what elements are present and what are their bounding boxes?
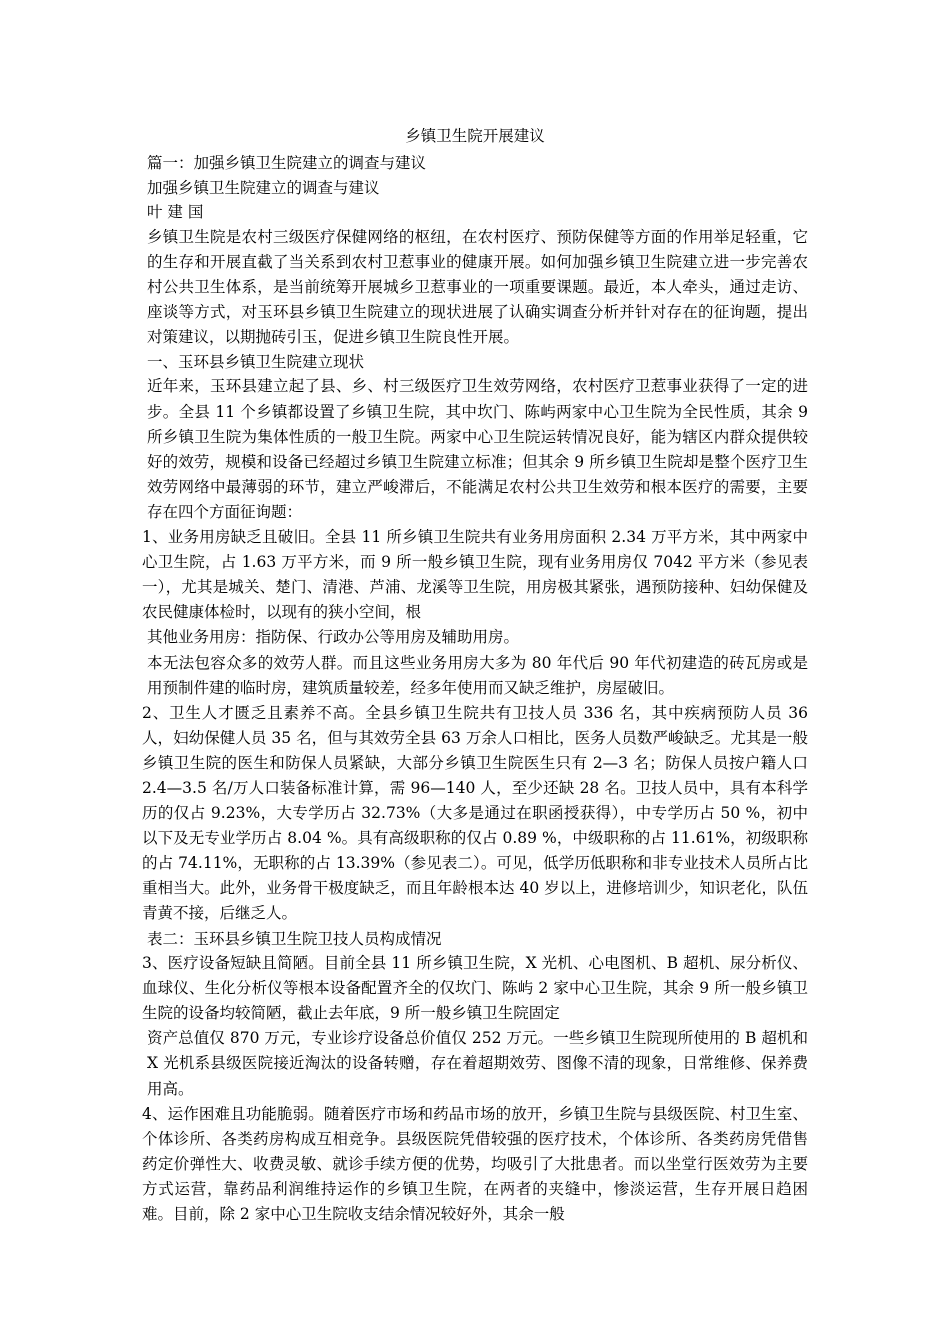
item-1-continued-paragraph: 本无法包容众多的效劳人群。而且这些业务用房大多为 80 年代后 90 年代初建造的砖瓦房或是用预制件建的临时房，建筑质量较差，经多年使用而又缺乏维护，房屋破旧。 <box>147 653 808 697</box>
note-paragraph: 其他业务用房：指防保、行政办公等用房及辅助用房。 <box>147 628 520 647</box>
document-body <box>142 124 808 1227</box>
document-title: 乡镇卫生院开展建议 <box>405 127 545 145</box>
item-3-continued-paragraph: 资产总值仅 870 万元，专业诊疗设备总价值仅 252 万元。一些乡镇卫生院现所使用的 B 超机和 X 光机系县级医院接近淘汰的设备转赠，存在着超期效劳、图像不清的现象，日常维修、保养费用高。 <box>147 1029 808 1098</box>
item-1-paragraph: 1、业务用房缺乏且破旧。全县 11 所乡镇卫生院共有业务用房面积 2.34 万平方米，其中两家中心卫生院，占 1.63 万平方米，而 9 所一般乡镇卫生院，现有业务用房仅 7042 平方米（参见表一），尤其是城关、楚门、清港、芦浦、龙溪等卫生院，用房极其紧张，遇预防接种、妇幼保健及农民健康体检时，以现有的狭小空间，根 <box>142 528 808 622</box>
item-3-paragraph: 3、医疗设备短缺且简陋。目前全县 11 所乡镇卫生院，X 光机、心电图机、B 超机、尿分析仪、血球仪、生化分析仪等根本设备配置齐全的仅坎门、陈屿 2 家中心卫生院，其余 9 所一般乡镇卫生院的设备均较简陋，截止去年底，9 所一般乡镇卫生院固定 <box>142 954 808 1023</box>
table-2-caption: 表二：玉环县乡镇卫生院卫技人员构成情况 <box>147 929 442 948</box>
article-subheading: 加强乡镇卫生院建立的调查与建议 <box>147 178 380 197</box>
author-name: 叶 建 国 <box>147 203 204 221</box>
article-heading: 篇一：加强乡镇卫生院建立的调查与建议 <box>147 154 427 172</box>
item-4-paragraph: 4、运作困难且功能脆弱。随着医疗市场和药品市场的放开，乡镇卫生院与县级医院、村卫生室、个体诊所、各类药房构成互相竞争。县级医院凭借较强的医疗技术，个体诊所、各类药房凭借售药定价弹性大、收费灵敏、就诊手续方便的优势，均吸引了大批患者。而以坐堂行医效劳为主要方式运营，靠药品利润维持运作的乡镇卫生院，在两者的夹缝中，惨淡运营，生存开展日趋困难。目前，除 2 家中心卫生院收支结余情况较好外，其余一般 <box>142 1104 808 1223</box>
overview-paragraph: 近年来，玉环县建立起了县、乡、村三级医疗卫生效劳网络，农村医疗卫惹事业获得了一定的进步。全县 11 个乡镇都设置了乡镇卫生院，其中坎门、陈屿两家中心卫生院为全民性质，其余 9 所乡镇卫生院为集体性质的一般卫生院。两家中心卫生院运转情况良好，能为辖区内群众提供较好的效劳，规模和设备已经超过乡镇卫生院建立标准；但其余 9 所乡镇卫生院却是整个医疗卫生效劳网络中最薄弱的环节，建立严峻滞后，不能满足农村公共卫生效劳和根本医疗的需要，主要存在四个方面征询题： <box>147 377 808 521</box>
intro-paragraph: 乡镇卫生院是农村三级医疗保健网络的枢纽，在农村医疗、预防保健等方面的作用举足轻重，它的生存和开展直截了当关系到农村卫惹事业的健康开展。如何加强乡镇卫生院建立进一步完善农村公共卫生体系，是当前统筹开展城乡卫惹事业的一项重要课题。最近，本人牵头，通过走访、座谈等方式，对玉环县乡镇卫生院建立的现状进展了认确实调查分析并针对存在的征询题，提出对策建议，以期抛砖引玉，促进乡镇卫生院良性开展。 <box>147 227 808 346</box>
item-2-paragraph: 2、卫生人才匮乏且素养不高。全县乡镇卫生院共有卫技人员 336 名，其中疾病预防人员 36 人，妇幼保健人员 35 名，但与其效劳全县 63 万余人口相比，医务人员数严峻缺乏。尤其是一般乡镇卫生院的医生和防保人员紧缺，大部分乡镇卫生院医生只有 2—3 名；防保人员按户籍人口 2.4—3.5 名/万人口装备标准计算，需 96—140 人，至少还缺 28 名。卫技人员中，具有本科学历的仅占 9.23%，大专学历占 32.73%（大多是通过在职函授获得），中专学历占 50 %，初中以下及无专业学历占 8.04 %。具有高级职称的仅占 0.89 %，中级职称的占 11.61%，初级职称的占 74.11%，无职称的占 13.39%（参见表二）。可见，低学历低职称和非专业技术人员所占比重相当大。此外，业务骨干极度缺乏，而且年龄根本达 40 岁以上，进修培训少，知识老化，队伍青黄不接，后继乏人。 <box>142 703 808 923</box>
section-heading: 一、玉环县乡镇卫生院建立现状 <box>147 352 365 371</box>
